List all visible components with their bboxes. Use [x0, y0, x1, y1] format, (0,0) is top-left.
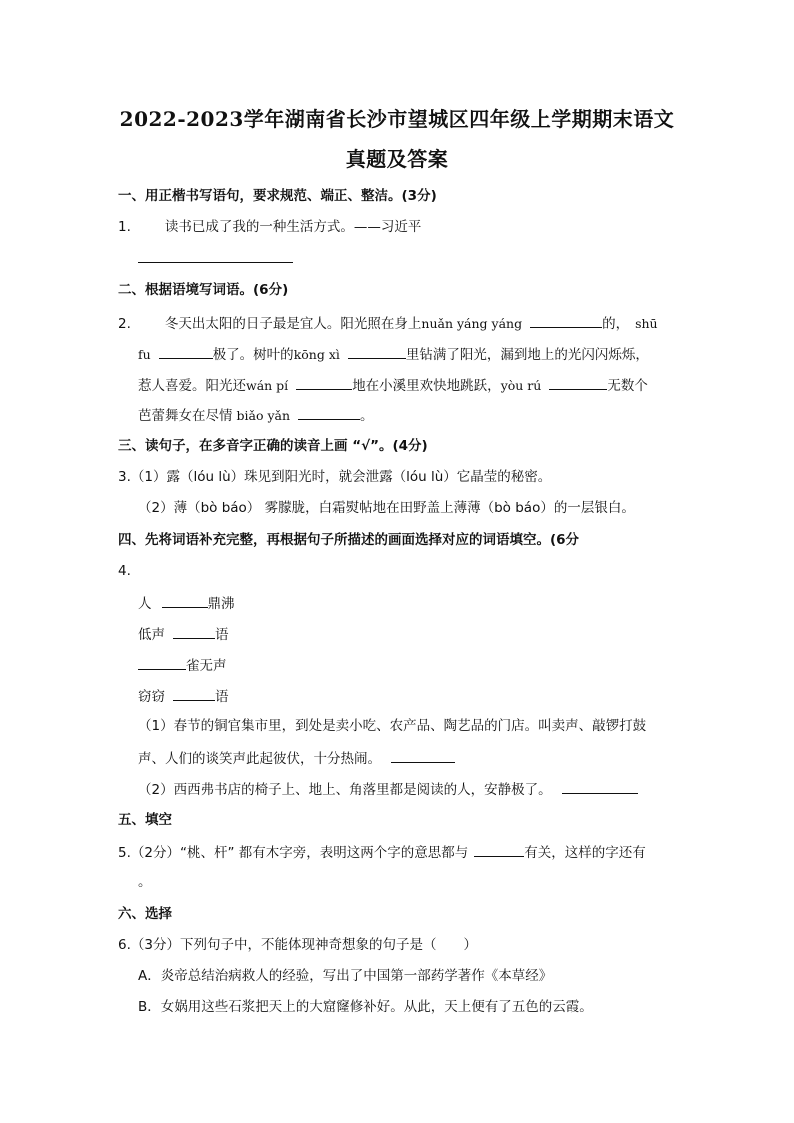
blank-input[interactable]	[173, 686, 215, 701]
blank-input[interactable]	[474, 842, 524, 857]
text: 人	[138, 596, 152, 612]
text: 地在小溪里欢快地跳跃，	[352, 378, 501, 394]
text: 鼎沸	[207, 596, 235, 612]
question-number: 4.	[118, 563, 131, 579]
text: 声、人们的谈笑声此起彼伏，十分热闹。	[138, 751, 381, 767]
page-title-line1: 2022-2023学年湖南省长沙市望城区四年级上学期期末语文	[119, 107, 675, 131]
pinyin: nuǎn yáng yáng	[421, 316, 523, 331]
pinyin: kōng xì	[293, 347, 340, 362]
text: 窃窃	[138, 689, 165, 705]
answer-line-1[interactable]	[138, 248, 293, 268]
pinyin: wán pí	[246, 378, 289, 393]
blank-input[interactable]	[549, 375, 607, 390]
text: 有关，这样的字还有	[524, 845, 646, 861]
text: 语	[215, 689, 229, 705]
question-2-line-2	[138, 344, 649, 364]
pinyin: biǎo yǎn	[236, 408, 291, 423]
text: 芭蕾舞女在尽情	[138, 408, 233, 424]
question-3-line-1: 3.（1）露（lóu lù）珠见到阳光时，就会泄露（lóu lù）它晶莹的秘密。	[118, 469, 552, 485]
section-3-heading: 三、读句子，在多音字正确的读音上画 “√”。(4分)	[118, 438, 428, 454]
question-5-line-1	[118, 842, 646, 862]
text: 雀无声	[186, 658, 227, 674]
sentence-2	[138, 779, 638, 799]
section-4-heading: 四、先将词语补充完整，再根据句子所描述的画面选择对应的词语填空。(6分	[118, 532, 580, 548]
text: 语	[215, 627, 229, 643]
text: 5.（2分）“桃、杆” 都有木字旁，表明这两个字的意思都与	[118, 845, 469, 861]
question-5-line-2: 。	[138, 874, 152, 890]
text: 无数个	[607, 378, 648, 394]
option-b[interactable]: B．女娲用这些石浆把天上的大窟窿修补好。从此，天上便有了五色的云霞。	[138, 999, 593, 1015]
section-5-heading: 五、填空	[118, 812, 172, 828]
word-item-2	[138, 624, 229, 644]
sentence-1-line-2	[138, 748, 455, 768]
blank-input[interactable]	[391, 748, 455, 763]
text: 。	[360, 408, 374, 424]
section-6-heading: 六、选择	[118, 906, 172, 922]
text: 极了。树叶的	[212, 347, 294, 363]
word-item-1	[138, 593, 235, 613]
text: 里钻满了阳光，漏到地上的光闪闪烁烁，	[405, 347, 649, 363]
question-2-line-4	[138, 405, 374, 425]
question-2-line-3	[138, 375, 648, 395]
text: 冬天出太阳的日子最是宜人。阳光照在身上	[164, 316, 422, 332]
option-a[interactable]: A．炎帝总结治病救人的经验，写出了中国第一部药学著作《本草经》	[138, 968, 553, 984]
blank-input[interactable]	[348, 344, 406, 359]
page-title-line2: 真题及答案	[345, 147, 449, 171]
pinyin: yòu rú	[500, 378, 542, 393]
question-6: 6.（3分）下列句子中，不能体现神奇想象的句子是（ ）	[118, 937, 477, 953]
blank-input[interactable]	[173, 624, 215, 639]
text: 低声	[138, 627, 165, 643]
blank-input[interactable]	[298, 405, 360, 420]
blank-input[interactable]	[162, 593, 208, 608]
question-text: 读书已成了我的一种生活方式。——习近平	[164, 219, 422, 235]
section-1-heading: 一、用正楷书写语句，要求规范、端正、整洁。(3分)	[118, 188, 437, 204]
blank-input[interactable]	[159, 344, 213, 359]
pinyin: fu	[138, 347, 151, 362]
word-item-4	[138, 686, 229, 706]
pinyin: shū	[635, 316, 658, 331]
text: （2）西西弗书店的椅子上、地上、角落里都是阅读的人，安静极了。	[138, 782, 552, 798]
question-number: 1.	[118, 219, 131, 235]
word-item-3	[138, 655, 227, 675]
blank-input[interactable]	[530, 313, 602, 328]
section-2-heading: 二、根据语境写词语。(6分)	[118, 282, 289, 298]
question-3-line-2: （2）薄（bò báo） 雾朦胧，白霜熨帖地在田野盖上薄薄（bò báo）的一层银白。	[138, 500, 635, 516]
question-2-line-1	[118, 313, 658, 333]
text: 惹人喜爱。阳光还	[138, 378, 246, 394]
blank-input[interactable]	[138, 655, 186, 670]
sentence-1-line-1: （1）春节的铜官集市里，到处是卖小吃、农产品、陶艺品的门店。叫卖声、敲锣打鼓	[138, 718, 647, 734]
blank-input[interactable]	[562, 779, 638, 794]
question-number: 2.	[118, 316, 131, 332]
text: 的，	[602, 316, 630, 332]
blank-input[interactable]	[296, 375, 352, 390]
question-1	[118, 218, 421, 236]
